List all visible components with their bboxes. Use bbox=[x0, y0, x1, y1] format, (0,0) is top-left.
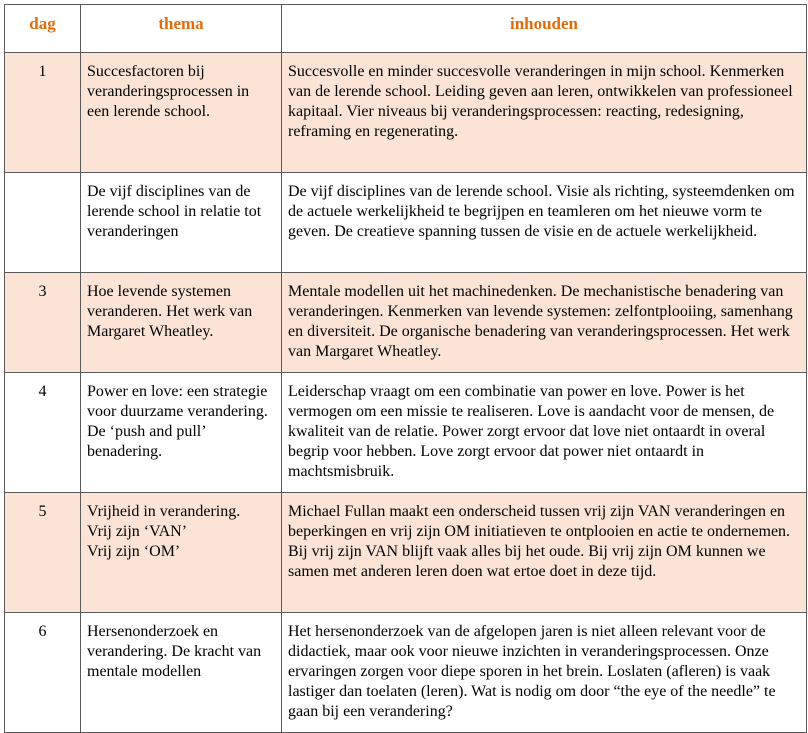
inhouden-cell: Michael Fullan maakt een onderscheid tussen vrij zijn VAN veranderingen en beperkingen en vrij zijn OM initiatieven te ontplooien en actie te ondernemen. Bij vrij zijn VAN blijft vaak alles bij het oude. Bij vrij zijn OM kunnen we samen met anderen leren doen wat ertoe doet in deze tijd. bbox=[282, 493, 807, 613]
dag-cell bbox=[5, 173, 81, 273]
thema-line: Vrij zijn ‘OM’ bbox=[87, 543, 181, 560]
table-row bbox=[5, 373, 807, 493]
table-row bbox=[5, 613, 807, 733]
thema-cell: Succesfactoren bij veranderingsprocessen in een lerende school. bbox=[81, 53, 282, 173]
thema-cell: De vijf disciplines van de lerende school in relatie tot veranderingen bbox=[81, 173, 282, 273]
dag-cell: 4 bbox=[5, 373, 81, 493]
header-dag: dag bbox=[5, 5, 81, 53]
table-row bbox=[5, 493, 807, 613]
table-row bbox=[5, 273, 807, 373]
thema-cell: Hoe levende systemen veranderen. Het werk van Margaret Wheatley. bbox=[81, 273, 282, 373]
inhouden-cell: Mentale modellen uit het machinedenken. De mechanistische benadering van veranderingen. Kenmerken van levende systemen: zelfontplooiing, samenhang en diversiteit. De organische benadering van veranderingsprocessen. Het werk van Margaret Wheatley. bbox=[282, 273, 807, 373]
inhouden-cell: Leiderschap vraagt om een combinatie van power en love. Power is het vermogen om een missie te realiseren. Love is aandacht voor de mensen, de kwaliteit van de relatie. Power zorgt ervoor dat love niet ontaardt in overal begrip voor hebben. Love zorgt ervoor dat power niet ontaardt in machtsmisbruik. bbox=[282, 373, 807, 493]
thema-cell bbox=[81, 493, 282, 613]
thema-line: Vrijheid in verandering. bbox=[87, 503, 241, 520]
dag-cell: 3 bbox=[5, 273, 81, 373]
dag-cell: 5 bbox=[5, 493, 81, 613]
thema-line: Vrij zijn ‘VAN’ bbox=[87, 523, 188, 540]
dag-cell: 1 bbox=[5, 53, 81, 173]
inhouden-cell: Het hersenonderzoek van de afgelopen jaren is niet alleen relevant voor de didactiek, maar ook voor nieuwe inzichten in veranderingsprocessen. Onze ervaringen zorgen voor diepe sporen in het brein. Loslaten (afleren) is vaak lastiger dan toelaten (leren). Wat is nodig om door “the eye of the needle” te gaan bij een verandering? bbox=[282, 613, 807, 733]
table-row bbox=[5, 173, 807, 273]
table-row bbox=[5, 53, 807, 173]
thema-cell: Hersenonderzoek en verandering. De kracht van mentale modellen bbox=[81, 613, 282, 733]
table-header-row bbox=[5, 5, 807, 53]
inhouden-cell: Succesvolle en minder succesvolle veranderingen in mijn school. Kenmerken van de lerende school. Leiding geven aan leren, ontwikkelen van professioneel kapitaal. Vier niveaus bij veranderingsprocessen: reacting, redesigning, reframing en regenerating. bbox=[282, 53, 807, 173]
header-thema: thema bbox=[81, 5, 282, 53]
thema-cell: Power en love: een strategie voor duurzame verandering. De ‘push and pull’ benadering. bbox=[81, 373, 282, 493]
inhouden-cell: De vijf disciplines van de lerende school. Visie als richting, systeemdenken om de actuele werkelijkheid te begrijpen en teamleren om het nieuwe vorm te geven. De creatieve spanning tussen de visie en de actuele werkelijkheid. bbox=[282, 173, 807, 273]
header-inhouden: inhouden bbox=[282, 5, 807, 53]
dag-cell: 6 bbox=[5, 613, 81, 733]
course-schedule-table bbox=[4, 4, 807, 733]
